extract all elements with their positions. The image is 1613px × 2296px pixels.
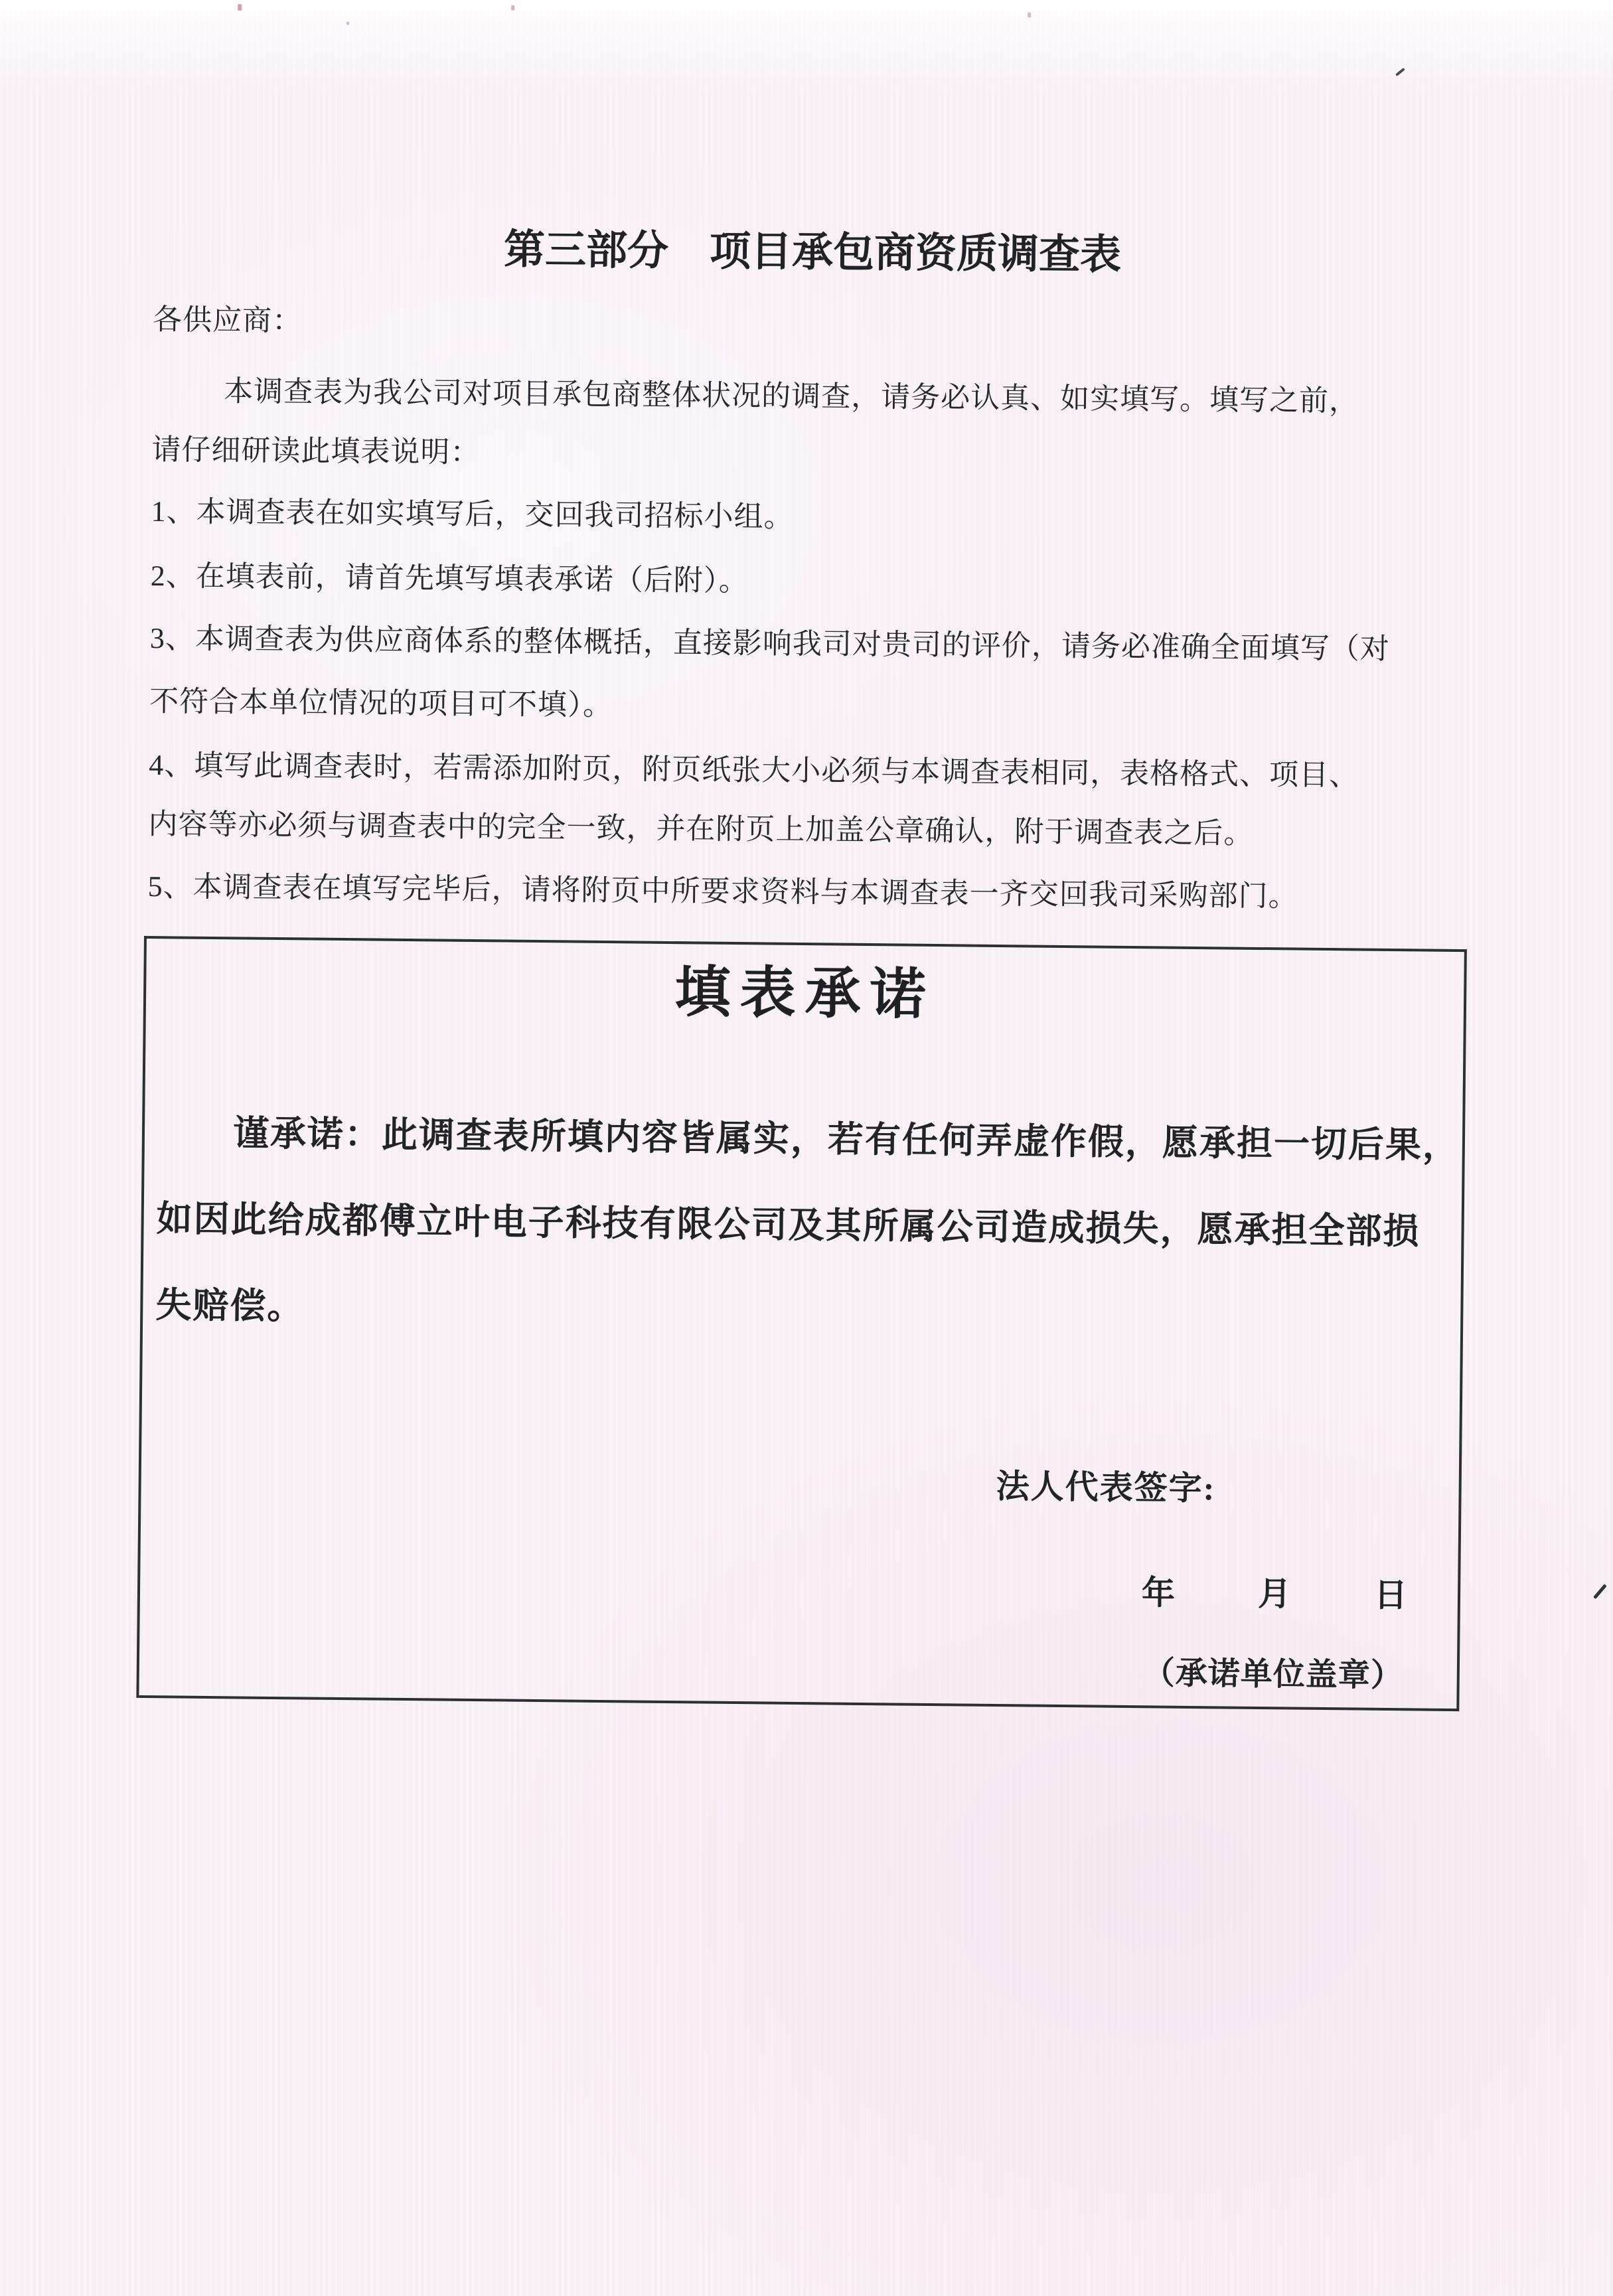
pledge-box	[136, 936, 1467, 1711]
scan-artifact-slash-mark	[1395, 68, 1405, 76]
instruction-item-1: 1、本调查表在如实填写后，交回我司招标小组。	[151, 495, 794, 534]
instruction-item-2: 2、在填表前，请首先填写填表承诺（后附）。	[150, 560, 749, 597]
pledge-body-line-3: 失赔偿。	[155, 1285, 305, 1327]
instruction-item-3-line-1: 3、本调查表为供应商体系的整体概括，直接影响我司对贵司的评价，请务必准确全面填写（对	[149, 622, 1391, 666]
page-title: 第三部分 项目承包商资质调查表	[503, 226, 1122, 278]
day-label: 日	[1373, 1576, 1408, 1614]
pledge-body-line-1: 谨承诺：此调查表所填内容皆属实，若有任何弄虚作假，愿承担一切后果，	[232, 1113, 1460, 1166]
month-label: 月	[1257, 1575, 1292, 1613]
instruction-item-4-line-2: 内容等亦必须与调查表中的完全一致，并在附页上加盖公章确认，附于调查表之后。	[148, 808, 1254, 850]
pledge-body-line-2: 如因此给成都傅立叶电子科技有限公司及其所属公司造成损失，愿承担全部损	[156, 1199, 1421, 1252]
year-label: 年	[1141, 1574, 1176, 1612]
scan-artifact-slash-mark	[1593, 1584, 1607, 1599]
pledge-title: 填表承诺	[674, 962, 936, 1027]
scan-artifact-red-speck	[1028, 13, 1031, 18]
scan-artifact-red-speck	[511, 5, 514, 11]
scan-artifact-red-speck	[238, 4, 242, 11]
intro-line-1: 本调查表为我公司对项目承包商整体状况的调查，请务必认真、如实填写。填写之前，	[223, 374, 1359, 418]
date-line	[1142, 1566, 1408, 1616]
instruction-item-4-line-1: 4、填写此调查表时，若需添加附页，附页纸张大小必须与本调查表相同，表格格式、项目、	[149, 749, 1359, 792]
scan-artifact-gray-speck	[346, 22, 349, 25]
intro-line-2: 请仔细研读此填表说明：	[151, 433, 481, 469]
seal-note: （承诺单位盖章）	[1142, 1655, 1404, 1694]
salutation: 各供应商：	[152, 303, 303, 338]
instruction-item-3-line-2: 不符合本单位情况的项目可不填）。	[149, 685, 613, 722]
instruction-item-5: 5、本调查表在填写完毕后，请将附页中所要求资料与本调查表一齐交回我司采购部门。	[147, 870, 1298, 913]
legal-representative-signature-label: 法人代表签字:	[996, 1468, 1216, 1507]
